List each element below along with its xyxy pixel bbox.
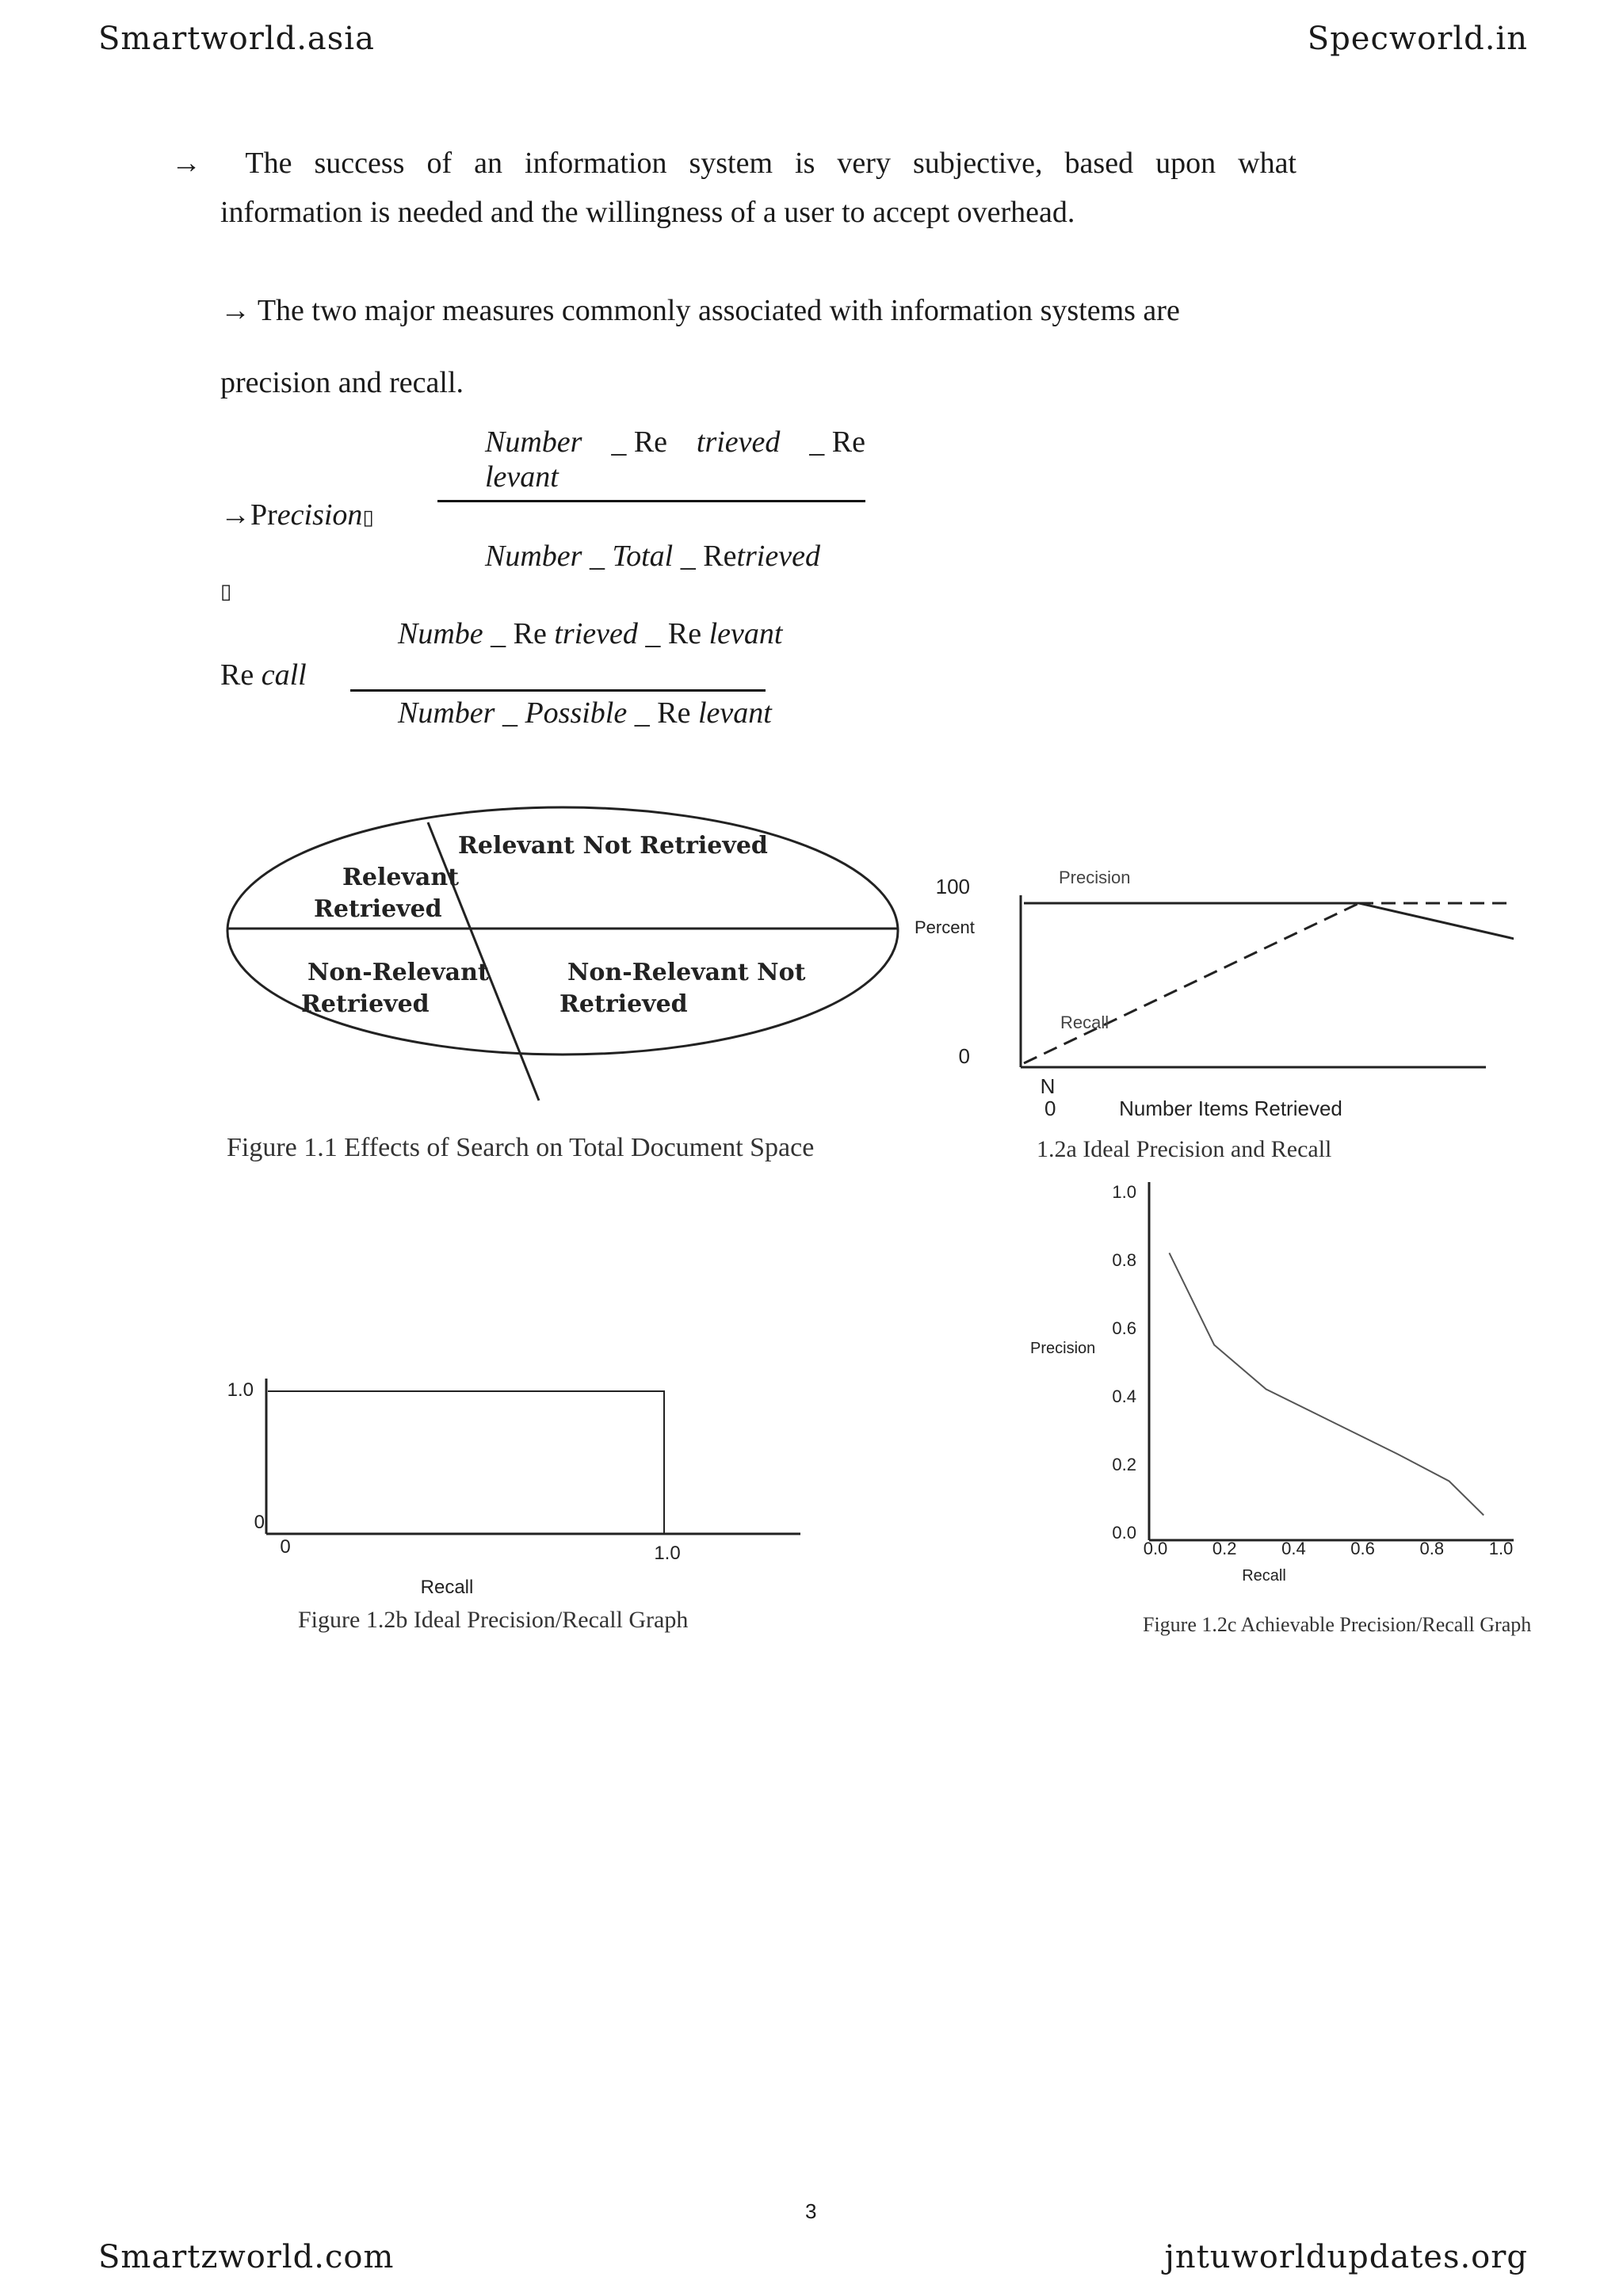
y-tick-label: 0.4 [1112, 1386, 1136, 1406]
x-tick-label: 0.2 [1212, 1539, 1237, 1558]
label-retrieved-1: Retrieved [314, 895, 442, 923]
x-tick-label: 0 [1044, 1097, 1056, 1120]
figure-1-1-caption: Figure 1.1 Effects of Search on Total Document Space [227, 1133, 815, 1162]
x-tick-label: 0.8 [1419, 1539, 1445, 1558]
paragraph-measures-line2: precision and recall. [220, 366, 464, 399]
y-axis-label: Precision [1030, 1340, 1096, 1357]
figure-1-2c-caption: Figure 1.2c Achievable Precision/Recall Graph [1143, 1613, 1532, 1636]
series-label-precision: Precision [1059, 868, 1131, 887]
y-axis-label: Percent [915, 917, 975, 937]
figure-1-2b-chart [214, 1347, 816, 1600]
x-tick-label: 0.4 [1281, 1539, 1306, 1558]
recall-label: Re call [220, 658, 307, 692]
x-tick-label: 0.0 [1143, 1539, 1168, 1558]
label-relevant-not-retrieved: Relevant Not Retrieved [458, 832, 768, 860]
footer-left-site: Smartzworld.com [98, 2239, 395, 2275]
paragraph-success [171, 139, 1296, 237]
paragraph-measures-line1: → The two major measures commonly associated with information systems are [220, 294, 1180, 327]
y-tick-label: 0 [958, 1044, 970, 1068]
series-line-precision-0 [1024, 903, 1514, 944]
series-line-0 [268, 1391, 664, 1534]
x-tick-label: 1.0 [1488, 1539, 1514, 1558]
x-tick-label: 0 [280, 1536, 291, 1558]
page-number: 3 [805, 2199, 817, 2223]
y-tick-label: 0.6 [1112, 1318, 1136, 1338]
y-tick-label: 0.8 [1112, 1250, 1136, 1270]
x-tick-label: N [1040, 1074, 1056, 1098]
figure-1-2b-caption: Figure 1.2b Ideal Precision/Recall Graph [298, 1607, 689, 1633]
header-left-site: Smartworld.asia [98, 21, 375, 57]
recall-fraction-bar [350, 689, 766, 692]
paragraph-success-line1: The success of an information system is very subjective, based upon what [245, 147, 1296, 180]
y-tick-label: 0 [254, 1512, 265, 1533]
label-retrieved-3: Retrieved [559, 990, 688, 1018]
figure-1-2a-chart [903, 864, 1514, 1165]
label-non-relevant-not: Non-Relevant Not [567, 959, 806, 986]
x-axis-label: Recall [1242, 1567, 1286, 1585]
label-non-relevant: Non-Relevant [307, 959, 489, 986]
header-right-site: Specworld.in [1307, 21, 1528, 57]
x-tick-label: 1.0 [654, 1543, 681, 1564]
x-axis-label: Number Items Retrieved [1119, 1097, 1342, 1120]
y-tick-label: 0.0 [1112, 1523, 1136, 1543]
recall-denominator: Number _ Possible _ Re levant [398, 696, 772, 730]
series-line-0 [1169, 1253, 1484, 1515]
footer-right-site: jntuworldupdates.org [1164, 2239, 1528, 2275]
label-retrieved-2: Retrieved [301, 990, 430, 1018]
figure-1-2a-title: 1.2a Ideal Precision and Recall [1037, 1136, 1332, 1162]
recall-numerator: Numbe _ Re trieved _ Re levant [398, 617, 783, 650]
label-relevant: Relevant [342, 864, 460, 891]
precision-numerator: Number _ Re trieved _ Re levant [485, 425, 865, 494]
series-label-recall: Recall [1060, 1013, 1109, 1032]
x-tick-label: 0.6 [1350, 1539, 1375, 1558]
series-line-recall-2 [1024, 903, 1359, 1063]
y-tick-label: 0.2 [1112, 1455, 1136, 1474]
x-axis-label: Recall [420, 1577, 474, 1598]
figure-1-2c-chart [1022, 1165, 1545, 1592]
arrow-bullet: → [171, 147, 201, 180]
paragraph-success-line2: information is needed and the willingness of a user to accept overhead. [220, 196, 1075, 229]
precision-denominator: Number _ Total _ Retrieved [485, 540, 820, 573]
y-tick-label: 1.0 [1112, 1182, 1136, 1202]
precision-label: →Precision▯ [220, 498, 374, 532]
y-tick-label: 100 [935, 875, 970, 898]
precision-fraction-bar [437, 500, 865, 502]
y-tick-label: 1.0 [227, 1379, 254, 1401]
missing-glyph-box: ▯ [220, 580, 232, 603]
